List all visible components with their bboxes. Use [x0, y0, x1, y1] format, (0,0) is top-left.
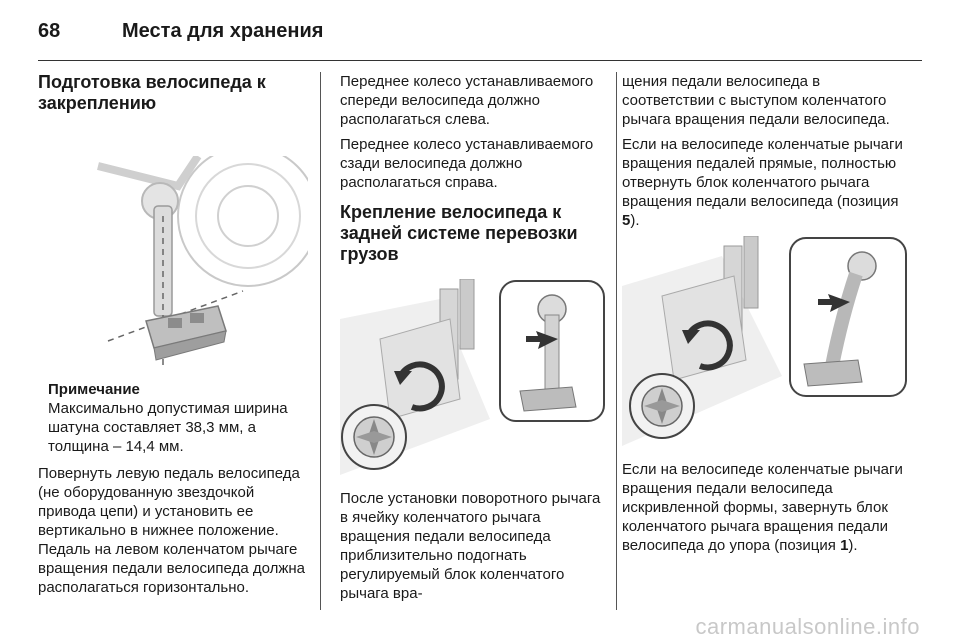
- column-divider-right: [616, 72, 617, 610]
- column-divider-left: [320, 72, 321, 610]
- paragraph-front-bike-wheel: Переднее колесо устанавливаемого спереди велосипеда должно располагаться слева.: [340, 73, 594, 128]
- curved-crank-illustration: [622, 236, 912, 446]
- page-header: [38, 18, 922, 60]
- section-heading-preparation: Подготовка велосипеда к закреплению: [38, 72, 266, 113]
- pedal-illustration: [38, 156, 308, 368]
- column-2: [340, 72, 610, 609]
- paragraph-pedal-position: Повернуть левую педаль велосипеда (не оборудованную звездочкой привода цепи) и установить ее вертикально в нижнее положение. Педаль на левом коленчатом рычаге вращения педали велосипеда должна располагаться горизонтально.: [38, 465, 306, 596]
- straight-cranks-end: ).: [630, 212, 640, 229]
- column-1: [38, 72, 308, 603]
- paragraph-lever-adjust-cont: щения педали велосипеда в соответствии с выступом коленчатого рычага вращения педали велосипеда.: [622, 73, 890, 128]
- curved-cranks-end: ).: [848, 537, 858, 554]
- watermark: carmanualsonline.info: [695, 614, 920, 639]
- carrier-lever-illustration: [340, 279, 610, 475]
- paragraph-straight-cranks: [622, 135, 912, 230]
- note-text: Максимально допустимая ширина шатуна составляет 38,3 мм, а толщина – 14,4 мм.: [48, 400, 288, 455]
- column-3: [622, 72, 912, 561]
- page-number: 68: [38, 20, 61, 42]
- note-title: Примечание: [48, 381, 140, 398]
- page-title: Места для хранения: [122, 20, 324, 42]
- header-divider: [38, 60, 922, 61]
- paragraph-curved-cranks: [622, 460, 912, 555]
- position-5: 5: [622, 212, 631, 229]
- paragraph-lever-adjust: После установки поворотного рычага в ячейку коленчатого рычага вращения педали велосипеда приблизительно подогнать регулируемый блок коленчатого рычага вра-: [340, 490, 601, 602]
- curved-cranks-text: Если на велосипеде коленчатые рычаги вращения педали велосипеда искривленной формы, завернуть блок коленчатого рычага вращения педали велосипеда до упора (позиция: [622, 461, 903, 554]
- position-1: 1: [840, 537, 849, 554]
- straight-cranks-text: Если на велосипеде коленчатые рычаги вращения педалей прямые, полностью отвернуть блок коленчатого рычага вращения педали велосипеда (позиция: [622, 136, 903, 210]
- section-heading-mounting: Крепление велосипеда к задней системе перевозки грузов: [340, 202, 578, 264]
- paragraph-rear-bike-wheel: Переднее колесо устанавливаемого сзади велосипеда должно располагаться справа.: [340, 136, 594, 191]
- note-block: [48, 380, 308, 456]
